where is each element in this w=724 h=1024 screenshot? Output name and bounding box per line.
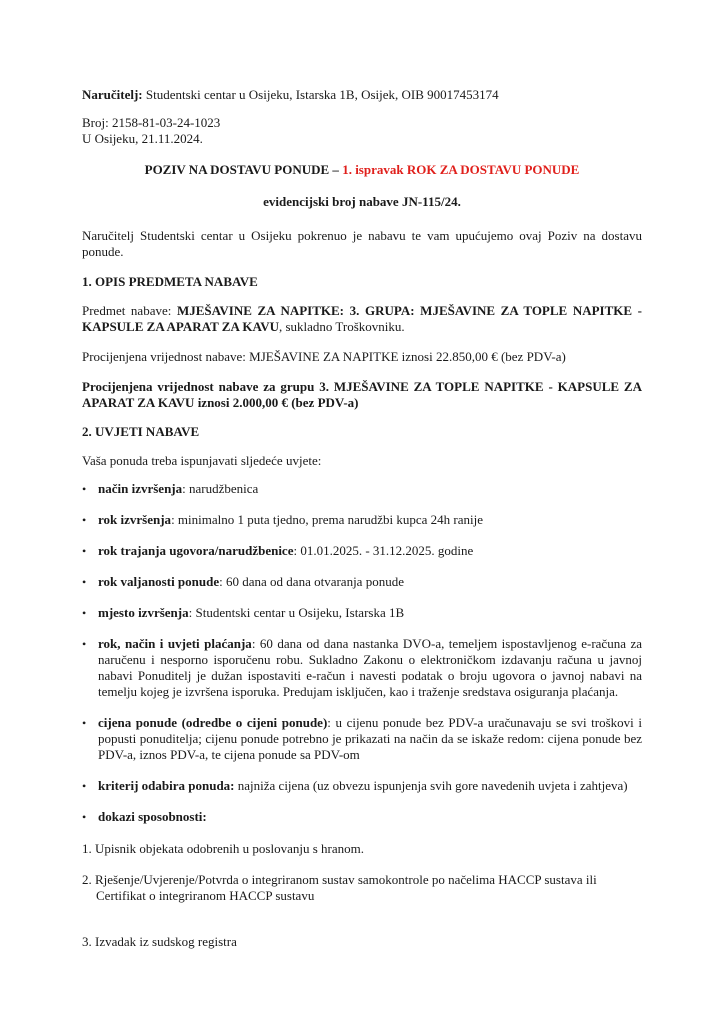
section1-heading: 1. OPIS PREDMETA NABAVE <box>82 274 258 289</box>
item-label: rok, način i uvjeti plaćanja <box>98 636 252 651</box>
bullet-icon: • <box>82 637 87 651</box>
bullet-icon: • <box>82 606 87 620</box>
item-text: : u cijenu ponude bez PDV-a uračunavaju se svi troškovi i popusti ponuditelja; cijenu ponude potrebno je prikazati na način da se iskaže redom: cijena ponude bez PDV-a, iznos PDV-a, te cijena ponude sa PDV-om <box>98 715 642 762</box>
bullet-icon: • <box>82 716 87 730</box>
bullet-icon: • <box>82 544 87 558</box>
item-label: način izvršenja <box>98 481 183 496</box>
mjesto-datum-line: U Osijeku, 21.11.2024. <box>82 131 203 146</box>
bullet-icon: • <box>82 779 87 793</box>
dokaz-item-3: 3. Izvadak iz sudskog registra <box>82 934 237 949</box>
list-item <box>82 809 642 825</box>
predmet-nabave <box>82 303 642 335</box>
item-text: : 01.01.2025. - 31.12.2025. godine <box>293 543 474 558</box>
bullet-icon: • <box>82 513 87 527</box>
predmet-bold: MJEŠAVINE ZA NAPITKE: 3. GRUPA: MJEŠAVINE ZA TOPLE NAPITKE - KAPSULE ZA APARAT ZA KAVU <box>82 303 643 334</box>
item-label: mjesto izvršenja <box>98 605 189 620</box>
uvjeti-list <box>82 481 642 825</box>
intro-paragraph: Naručitelj Studentski centar u Osijeku pokrenuo je nabavu te vam upućujemo ovaj Poziv na dostavu ponude. <box>82 228 642 259</box>
list-item <box>82 636 642 700</box>
procijenjena-vrijednost: Procijenjena vrijednost nabave: MJEŠAVINE ZA NAPITKE iznosi 22.850,00 € (bez PDV-a) <box>82 349 566 364</box>
item-label: rok valjanosti ponude <box>98 574 220 589</box>
list-item <box>82 543 642 559</box>
broj-line: Broj: 2158-81-03-24-1023 <box>82 115 221 130</box>
item-label: cijena ponude (odredbe o cijeni ponude) <box>98 715 328 730</box>
dokaz-item-2-cont: Certifikat o integriranom HACCP sustavu <box>96 888 315 903</box>
predmet-label: Predmet nabave: <box>82 303 177 318</box>
dokaz-item-2: 2. Rješenje/Uvjerenje/Potvrda o integriranom sustav samokontrole po načelima HACCP sustava ili <box>82 872 597 887</box>
predmet-rest: , sukladno Troškovniku. <box>278 319 405 334</box>
evidencijski-broj: evidencijski broj nabave JN-115/24. <box>263 194 461 209</box>
item-text: : Studentski centar u Osijeku, Istarska 1B <box>188 605 405 620</box>
item-label: rok izvršenja <box>98 512 172 527</box>
item-label: rok trajanja ugovora/narudžbenice <box>98 543 294 558</box>
list-item <box>82 574 642 590</box>
dokazi-list <box>82 841 642 950</box>
list-item <box>82 512 642 528</box>
item-label: dokazi sposobnosti: <box>98 809 207 824</box>
document-title <box>82 162 642 178</box>
section2-intro: Vaša ponuda treba ispunjavati sljedeće uvjete: <box>82 453 322 468</box>
list-item <box>82 481 642 497</box>
title-correction: 1. ispravak ROK ZA DOSTAVU PONUDE <box>342 162 580 177</box>
document-body <box>82 87 642 950</box>
narucitelj-label: Naručitelj: <box>82 87 143 102</box>
narucitelj-line <box>82 87 642 103</box>
bullet-icon: • <box>82 810 87 824</box>
item-text: : minimalno 1 puta tjedno, prema narudžbi kupca 24h ranije <box>171 512 483 527</box>
bullet-icon: • <box>82 575 87 589</box>
section2-heading: 2. UVJETI NABAVE <box>82 424 200 439</box>
list-item <box>82 605 642 621</box>
list-item <box>82 715 642 763</box>
list-item <box>82 778 642 794</box>
procijenjena-vrijednost-grupa: Procijenjena vrijednost nabave za grupu 3. MJEŠAVINE ZA TOPLE NAPITKE - KAPSULE ZA APARAT ZA KAVU iznosi 2.000,00 € (bez PDV-a) <box>82 379 642 410</box>
bullet-icon: • <box>82 482 87 496</box>
item-text: : 60 dana od dana otvaranja ponude <box>219 574 404 589</box>
item-text: : 60 dana od dana nastanka DVO-a, temeljem ispostavljenog e-računa za naručenu i nesporno isporučenu robu. Sukladno Zakonu o elektroničkom izdavanju računa u javnoj nabavi Ponuditelj je dužan ispostaviti e-račun i navesti podatak o broju ugovora o javnoj nabavi na temelju kojeg je izvršena isporuka. Predujam isključen, kao i traženje sredstava osiguranja plaćanja. <box>98 636 642 699</box>
dokaz-item-1: 1. Upisnik objekata odobrenih u poslovanju s hranom. <box>82 841 364 856</box>
narucitelj-value: Studentski centar u Osijeku, Istarska 1B, Osijek, OIB 90017453174 <box>142 87 499 102</box>
item-text: najniža cijena (uz obvezu ispunjenja svih gore navedenih uvjeta i zahtjeva) <box>234 778 628 793</box>
title-main: POZIV NA DOSTAVU PONUDE – <box>144 162 343 177</box>
item-text: : narudžbenica <box>182 481 259 496</box>
item-label: kriterij odabira ponuda: <box>98 778 235 793</box>
